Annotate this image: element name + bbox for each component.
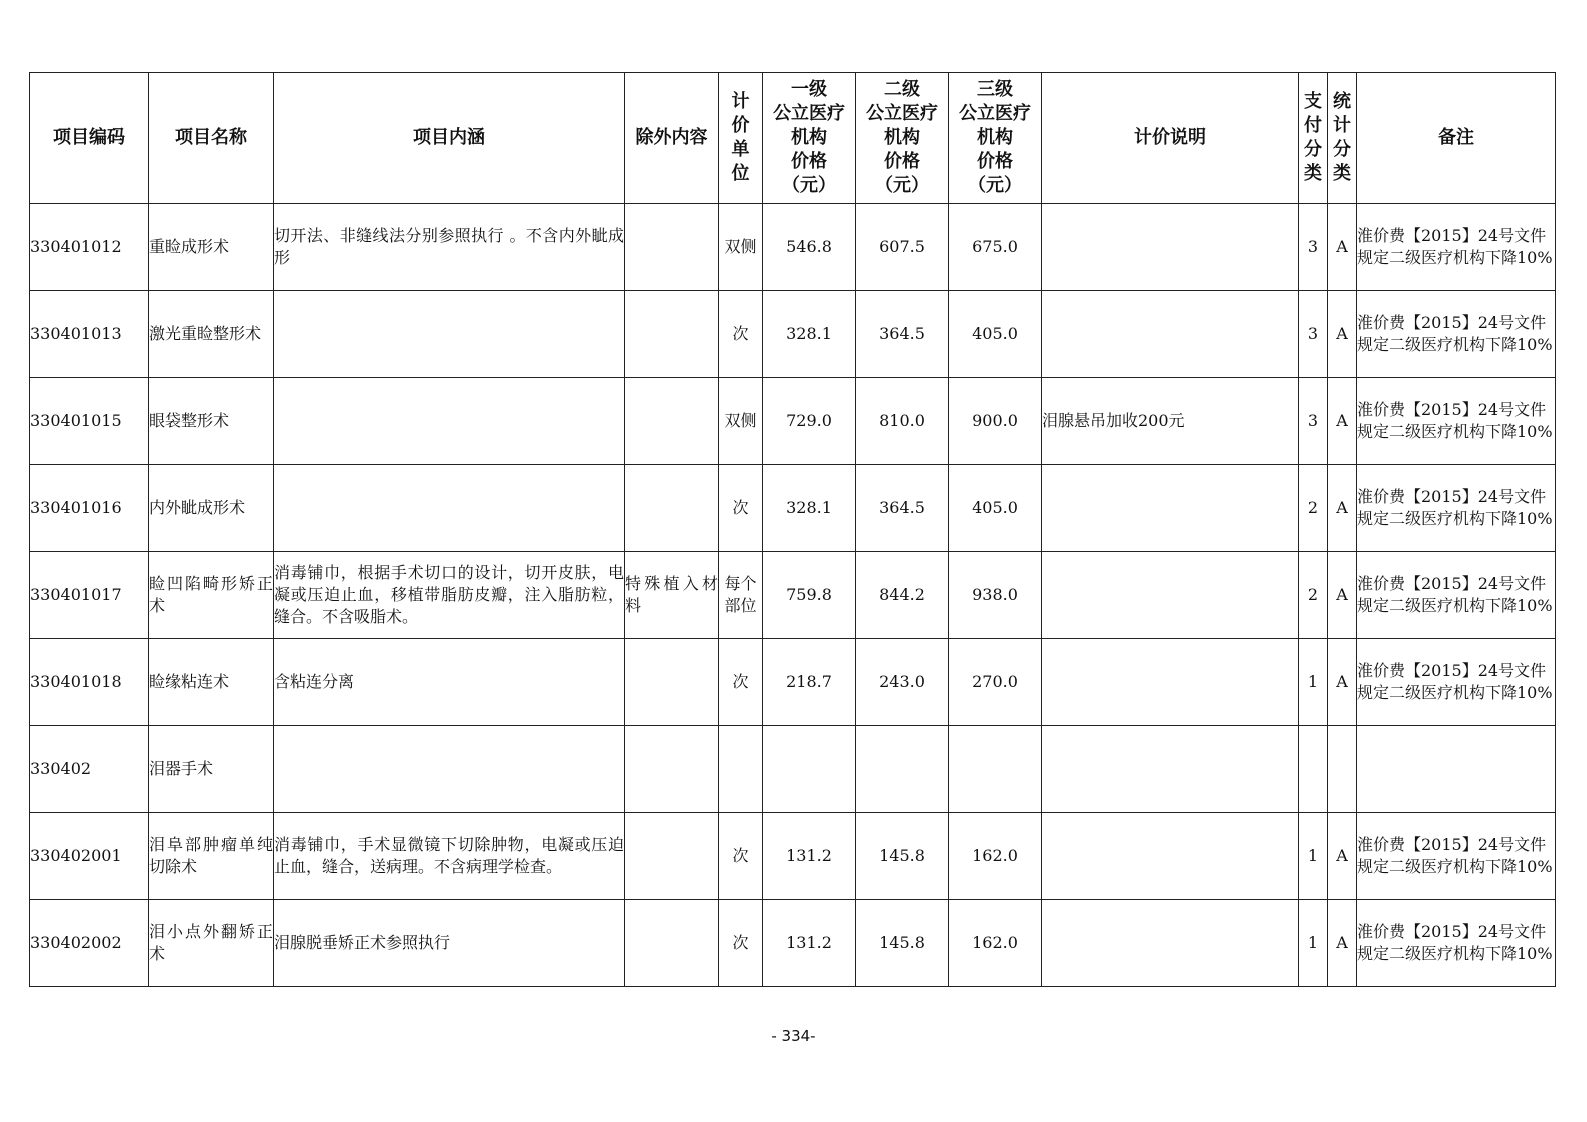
table-row [30,291,1556,378]
cell-name: 睑凹陷畸形矫正术 [149,552,274,639]
cell-code: 330402001 [30,813,149,900]
cell-remark: 淮价费【2015】24号文件规定二级医疗机构下降10% [1357,465,1556,552]
cell-price-level1 [763,726,856,813]
cell-code: 330401016 [30,465,149,552]
cell-remark: 淮价费【2015】24号文件规定二级医疗机构下降10% [1357,378,1556,465]
cell-stat [1328,726,1357,813]
cell-exclude: 特殊植入材料 [625,552,719,639]
cell-remark: 淮价费【2015】24号文件规定二级医疗机构下降10% [1357,900,1556,987]
cell-price-level1: 131.2 [763,813,856,900]
cell-price-level3: 270.0 [949,639,1042,726]
table-row [30,465,1556,552]
cell-remark: 淮价费【2015】24号文件规定二级医疗机构下降10% [1357,639,1556,726]
cell-exclude [625,291,719,378]
cell-stat: A [1328,639,1357,726]
cell-code: 330401017 [30,552,149,639]
table-row [30,900,1556,987]
cell-exclude [625,813,719,900]
cell-content: 含粘连分离 [274,639,625,726]
table-row [30,552,1556,639]
cell-price-level3 [949,726,1042,813]
cell-price-level1: 218.7 [763,639,856,726]
header-content: 项目内涵 [274,73,625,204]
cell-note [1042,291,1299,378]
cell-code: 330401018 [30,639,149,726]
cell-unit: 次 [719,900,763,987]
table-row [30,639,1556,726]
cell-content: 消毒铺巾，手术显微镜下切除肿物，电凝或压迫止血，缝合，送病理。不含病理学检查。 [274,813,625,900]
cell-exclude [625,378,719,465]
table-row [30,204,1556,291]
cell-content [274,726,625,813]
cell-name: 泪小点外翻矫正术 [149,900,274,987]
cell-content [274,378,625,465]
cell-pay: 1 [1299,813,1328,900]
cell-code: 330401012 [30,204,149,291]
cell-stat: A [1328,465,1357,552]
cell-price-level3: 675.0 [949,204,1042,291]
header-level1-price: 一级 公立医疗 机构 价格 （元） [763,73,856,204]
cell-pay: 2 [1299,465,1328,552]
cell-note [1042,552,1299,639]
cell-remark: 淮价费【2015】24号文件规定二级医疗机构下降10% [1357,291,1556,378]
cell-price-level1: 729.0 [763,378,856,465]
cell-pay: 3 [1299,291,1328,378]
cell-unit: 次 [719,639,763,726]
cell-note [1042,639,1299,726]
header-unit: 计 价 单 位 [719,73,763,204]
header-note: 计价说明 [1042,73,1299,204]
price-table [29,72,1556,987]
cell-remark: 淮价费【2015】24号文件规定二级医疗机构下降10% [1357,552,1556,639]
cell-name: 激光重睑整形术 [149,291,274,378]
cell-unit: 双侧 [719,378,763,465]
cell-content: 消毒铺巾，根据手术切口的设计，切开皮肤，电凝或压迫止血，移植带脂肪皮瓣，注入脂肪粒，缝合。不含吸脂术。 [274,552,625,639]
cell-name: 重睑成形术 [149,204,274,291]
cell-unit: 双侧 [719,204,763,291]
cell-note [1042,726,1299,813]
cell-stat: A [1328,552,1357,639]
cell-remark: 淮价费【2015】24号文件规定二级医疗机构下降10% [1357,204,1556,291]
table-row [30,726,1556,813]
cell-stat: A [1328,813,1357,900]
cell-price-level1: 328.1 [763,291,856,378]
cell-note [1042,465,1299,552]
cell-price-level2: 145.8 [856,900,949,987]
cell-pay: 3 [1299,204,1328,291]
cell-code: 330401015 [30,378,149,465]
cell-note [1042,813,1299,900]
cell-name: 眼袋整形术 [149,378,274,465]
cell-unit: 次 [719,813,763,900]
header-pay-category: 支 付 分 类 [1299,73,1328,204]
cell-name: 泪器手术 [149,726,274,813]
cell-price-level3: 938.0 [949,552,1042,639]
page-number: - 334- [771,1027,816,1045]
cell-name: 内外眦成形术 [149,465,274,552]
cell-name: 泪阜部肿瘤单纯切除术 [149,813,274,900]
cell-exclude [625,639,719,726]
cell-code: 330402002 [30,900,149,987]
cell-price-level2: 243.0 [856,639,949,726]
table-row [30,378,1556,465]
header-exclude: 除外内容 [625,73,719,204]
cell-note [1042,900,1299,987]
cell-unit: 次 [719,291,763,378]
cell-code: 330401013 [30,291,149,378]
cell-exclude [625,900,719,987]
cell-remark [1357,726,1556,813]
cell-price-level2: 364.5 [856,291,949,378]
cell-note [1042,204,1299,291]
cell-price-level2: 607.5 [856,204,949,291]
cell-content [274,465,625,552]
cell-remark: 淮价费【2015】24号文件规定二级医疗机构下降10% [1357,813,1556,900]
cell-price-level1: 328.1 [763,465,856,552]
cell-pay: 3 [1299,378,1328,465]
cell-note: 泪腺悬吊加收200元 [1042,378,1299,465]
cell-price-level2: 364.5 [856,465,949,552]
header-name: 项目名称 [149,73,274,204]
cell-pay: 1 [1299,900,1328,987]
header-level3-price: 三级 公立医疗 机构 价格 （元） [949,73,1042,204]
cell-price-level1: 759.8 [763,552,856,639]
cell-price-level1: 131.2 [763,900,856,987]
cell-exclude [625,204,719,291]
cell-price-level2: 145.8 [856,813,949,900]
cell-pay: 1 [1299,639,1328,726]
cell-price-level3: 900.0 [949,378,1042,465]
header-level2-price: 二级 公立医疗 机构 价格 （元） [856,73,949,204]
cell-pay [1299,726,1328,813]
cell-pay: 2 [1299,552,1328,639]
cell-code: 330402 [30,726,149,813]
cell-content: 切开法、非缝线法分别参照执行 。不含内外眦成形 [274,204,625,291]
cell-content [274,291,625,378]
table-row [30,813,1556,900]
header-code: 项目编码 [30,73,149,204]
cell-unit: 每个部位 [719,552,763,639]
cell-price-level3: 162.0 [949,900,1042,987]
cell-price-level3: 405.0 [949,465,1042,552]
cell-stat: A [1328,204,1357,291]
cell-name: 睑缘粘连术 [149,639,274,726]
cell-price-level1: 546.8 [763,204,856,291]
cell-exclude [625,465,719,552]
cell-stat: A [1328,291,1357,378]
header-row [30,73,1556,204]
cell-content: 泪腺脱垂矫正术参照执行 [274,900,625,987]
cell-price-level2: 810.0 [856,378,949,465]
cell-stat: A [1328,378,1357,465]
header-stat-category: 统 计 分 类 [1328,73,1357,204]
cell-stat: A [1328,900,1357,987]
cell-price-level3: 162.0 [949,813,1042,900]
cell-exclude [625,726,719,813]
cell-price-level2: 844.2 [856,552,949,639]
cell-price-level2 [856,726,949,813]
cell-unit: 次 [719,465,763,552]
cell-price-level3: 405.0 [949,291,1042,378]
header-remark: 备注 [1357,73,1556,204]
cell-unit [719,726,763,813]
